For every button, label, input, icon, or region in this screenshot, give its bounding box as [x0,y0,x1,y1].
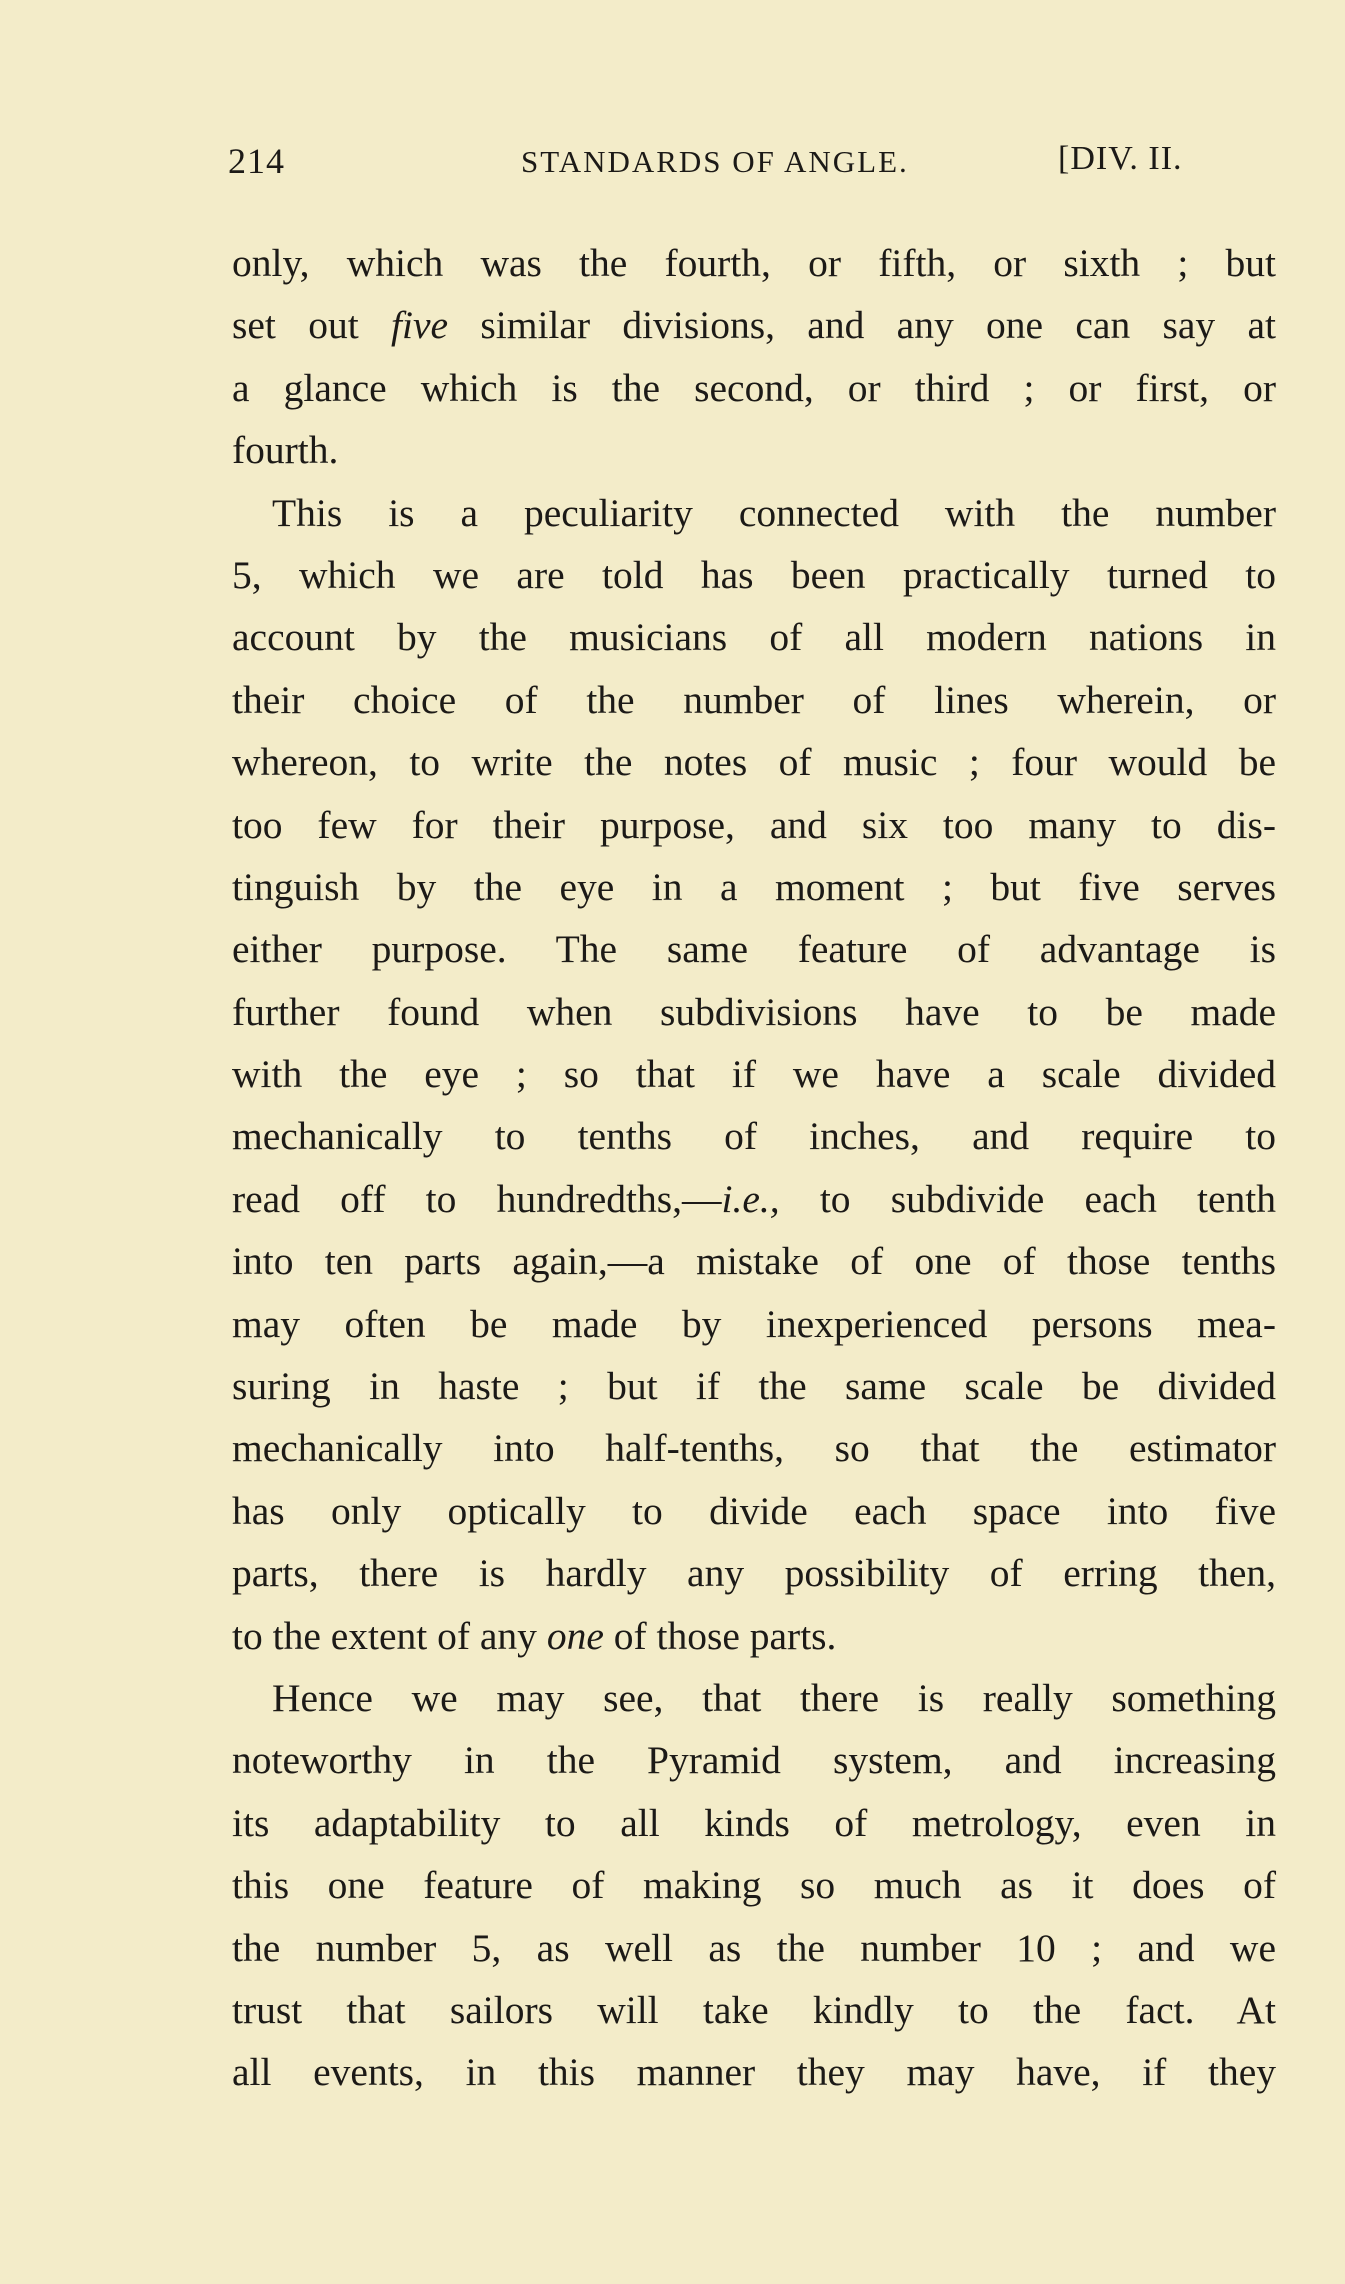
text-line: either purpose. The same feature of advantage is [232,927,1276,972]
text-fragment: similar divisions, and any one can say at [480,303,1277,348]
text-line: account by the musicians of all modern nations in [232,615,1276,660]
text-line: has only optically to divide each space into five [232,1488,1276,1533]
text-fragment: to subdivide each tenth [819,1176,1277,1221]
text-line [232,294,1276,356]
paragraph [232,232,1276,482]
text-line: Hence we may see, that there is really something [272,1675,1276,1720]
text-line: trust that sailors will take kindly to the fact. At [232,1987,1276,2032]
running-title: STANDARDS OF ANGLE. [521,144,909,179]
text-line [232,1168,1276,1230]
text-line: fourth. [232,428,339,473]
text-line [232,1605,1276,1667]
text-line: tinguish by the eye in a moment ; but five serves [232,864,1276,909]
text-fragment: set out [232,303,359,348]
text-line: only, which was the fourth, or fifth, or sixth ; but [232,241,1276,285]
text-line: whereon, to write the notes of music ; four would be [232,740,1276,785]
italic-text: one [546,1613,604,1658]
text-line: too few for their purpose, and six too many to dis- [232,802,1276,847]
text-line: noteworthy in the Pyramid system, and increasing [232,1738,1276,1783]
body-text [232,232,1276,2104]
paragraph [232,1667,1276,2104]
text-line: further found when subdivisions have to be made [232,989,1276,1034]
running-header [228,140,1278,190]
italic-text: i.e., [721,1176,780,1221]
page-number: 214 [228,141,285,181]
text-fragment: read off to hundredths,— [232,1176,722,1221]
text-fragment: of those parts. [613,1613,837,1658]
text-line: may often be made by inexperienced persons mea- [232,1301,1276,1346]
text-line: mechanically into half-tenths, so that the estimator [232,1426,1276,1471]
text-line: this one feature of making so much as it does of [232,1863,1276,1908]
text-line: all events, in this manner they may have, if they [232,2050,1276,2095]
division-label: [DIV. II. [1058,140,1183,177]
text-line: with the eye ; so that if we have a scale divided [232,1052,1276,1097]
text-line: their choice of the number of lines wherein, or [232,677,1276,722]
text-fragment: to the extent of any [232,1613,537,1658]
text-line: into ten parts again,—a mistake of one of those tenths [232,1239,1276,1284]
text-line: its adaptability to all kinds of metrology, even in [232,1800,1276,1845]
text-line: parts, there is hardly any possibility of erring then, [232,1551,1276,1596]
text-line: This is a peculiarity connected with the number [272,490,1276,535]
text-line: the number 5, as well as the number 10 ; and we [232,1925,1276,1970]
text-line: suring in haste ; but if the same scale be divided [232,1364,1276,1409]
text-line: mechanically to tenths of inches, and require to [232,1114,1276,1159]
paragraph [232,482,1276,1667]
italic-text: five [391,303,449,348]
text-line: 5, which we are told has been practically turned to [232,552,1276,597]
text-line: a glance which is the second, or third ; or first, or [232,365,1276,410]
